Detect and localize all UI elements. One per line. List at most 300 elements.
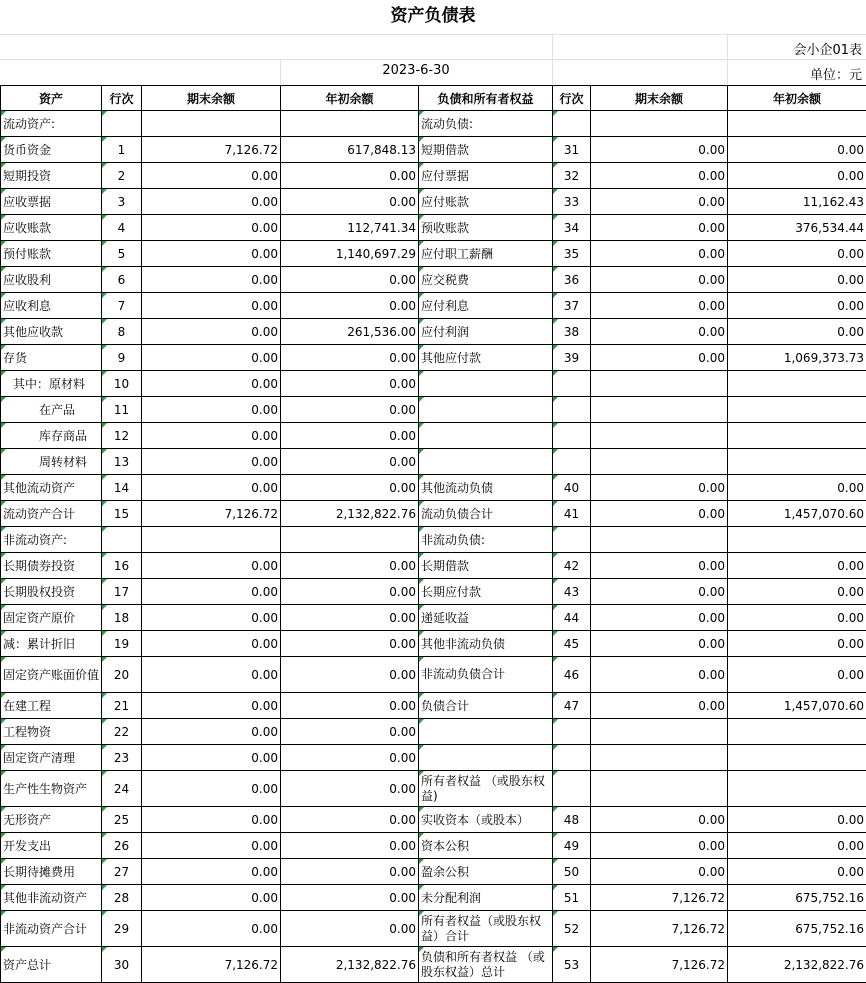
liability-begin-cell[interactable] bbox=[728, 111, 866, 137]
liability-end-cell[interactable]: 0.00 bbox=[591, 693, 728, 719]
liability-end-cell[interactable]: 0.00 bbox=[591, 267, 728, 293]
liability-name-cell[interactable]: 非流动负债合计 bbox=[419, 657, 553, 693]
liability-begin-cell[interactable]: 0.00 bbox=[728, 267, 866, 293]
table-row bbox=[1, 475, 866, 501]
liability-begin-cell[interactable]: 0.00 bbox=[728, 657, 866, 693]
asset-name-cell[interactable]: 开发支出 bbox=[1, 833, 102, 859]
liability-begin-cell[interactable] bbox=[728, 719, 866, 745]
asset-begin-cell[interactable]: 0.00 bbox=[281, 397, 419, 423]
asset-end-cell[interactable]: 0.00 bbox=[142, 449, 281, 475]
asset-line-cell[interactable]: 13 bbox=[102, 449, 142, 475]
table-row bbox=[1, 319, 866, 345]
meta-row-date bbox=[0, 59, 866, 86]
asset-end-cell[interactable]: 7,126.72 bbox=[142, 137, 281, 163]
asset-begin-cell[interactable]: 0.00 bbox=[281, 693, 419, 719]
asset-line-cell[interactable]: 12 bbox=[102, 423, 142, 449]
asset-name-cell[interactable]: 流动资产合计 bbox=[1, 501, 102, 527]
asset-name-cell[interactable]: 在产品 bbox=[1, 397, 102, 423]
asset-begin-cell[interactable]: 0.00 bbox=[281, 293, 419, 319]
asset-begin-cell[interactable]: 0.00 bbox=[281, 423, 419, 449]
asset-name-cell[interactable]: 应收账款 bbox=[1, 215, 102, 241]
liability-begin-cell[interactable]: 0.00 bbox=[728, 241, 866, 267]
liability-begin-cell[interactable]: 0.00 bbox=[728, 833, 866, 859]
table-row bbox=[1, 807, 866, 833]
asset-line-cell[interactable]: 28 bbox=[102, 885, 142, 911]
liability-line-cell[interactable]: 45 bbox=[553, 631, 591, 657]
liability-line-cell[interactable]: 37 bbox=[553, 293, 591, 319]
liability-line-cell[interactable]: 32 bbox=[553, 163, 591, 189]
liability-name-cell[interactable]: 负债合计 bbox=[419, 693, 553, 719]
liability-end-cell[interactable]: 0.00 bbox=[591, 553, 728, 579]
header-row bbox=[1, 86, 866, 111]
asset-line-cell[interactable]: 6 bbox=[102, 267, 142, 293]
asset-begin-cell[interactable]: 617,848.13 bbox=[281, 137, 419, 163]
liability-name-cell[interactable]: 应付票据 bbox=[419, 163, 553, 189]
asset-begin-cell[interactable]: 0.00 bbox=[281, 657, 419, 693]
asset-line-cell[interactable]: 23 bbox=[102, 745, 142, 771]
asset-line-cell[interactable]: 17 bbox=[102, 579, 142, 605]
liability-end-cell[interactable]: 0.00 bbox=[591, 215, 728, 241]
asset-name-cell[interactable]: 存货 bbox=[1, 345, 102, 371]
liability-end-cell[interactable]: 0.00 bbox=[591, 241, 728, 267]
liability-begin-cell[interactable]: 0.00 bbox=[728, 605, 866, 631]
asset-begin-cell[interactable]: 1,140,697.29 bbox=[281, 241, 419, 267]
table-row bbox=[1, 137, 866, 163]
liability-end-cell[interactable] bbox=[591, 423, 728, 449]
asset-end-cell[interactable] bbox=[142, 527, 281, 553]
asset-name-cell[interactable]: 长期债券投资 bbox=[1, 553, 102, 579]
asset-begin-cell[interactable]: 0.00 bbox=[281, 605, 419, 631]
asset-begin-cell[interactable]: 0.00 bbox=[281, 345, 419, 371]
asset-line-cell[interactable]: 29 bbox=[102, 911, 142, 947]
asset-begin-cell[interactable] bbox=[281, 111, 419, 137]
asset-name-cell[interactable]: 短期投资 bbox=[1, 163, 102, 189]
liability-end-cell[interactable] bbox=[591, 527, 728, 553]
asset-line-cell[interactable]: 26 bbox=[102, 833, 142, 859]
asset-line-cell[interactable]: 4 bbox=[102, 215, 142, 241]
liability-begin-cell[interactable] bbox=[728, 423, 866, 449]
liability-name-cell[interactable]: 递延收益 bbox=[419, 605, 553, 631]
liability-name-cell[interactable]: 应付职工薪酬 bbox=[419, 241, 553, 267]
table-row bbox=[1, 833, 866, 859]
asset-name-cell[interactable]: 长期待摊费用 bbox=[1, 859, 102, 885]
asset-end-cell[interactable]: 0.00 bbox=[142, 345, 281, 371]
asset-line-cell[interactable]: 10 bbox=[102, 371, 142, 397]
asset-end-cell[interactable]: 0.00 bbox=[142, 163, 281, 189]
asset-begin-cell[interactable]: 112,741.34 bbox=[281, 215, 419, 241]
header-asset-begin: 年初余额 bbox=[281, 86, 419, 111]
asset-name-cell[interactable]: 其他应收款 bbox=[1, 319, 102, 345]
liability-line-cell[interactable]: 53 bbox=[553, 947, 591, 983]
liability-end-cell[interactable] bbox=[591, 371, 728, 397]
table-row bbox=[1, 111, 866, 137]
liability-begin-cell[interactable]: 0.00 bbox=[728, 475, 866, 501]
asset-line-cell[interactable] bbox=[102, 527, 142, 553]
table-row bbox=[1, 215, 866, 241]
liability-end-cell[interactable]: 0.00 bbox=[591, 163, 728, 189]
asset-end-cell[interactable]: 0.00 bbox=[142, 657, 281, 693]
liability-line-cell[interactable] bbox=[553, 527, 591, 553]
liability-end-cell[interactable]: 0.00 bbox=[591, 859, 728, 885]
asset-name-cell[interactable]: 固定资产原价 bbox=[1, 605, 102, 631]
asset-line-cell[interactable]: 1 bbox=[102, 137, 142, 163]
asset-begin-cell[interactable]: 0.00 bbox=[281, 833, 419, 859]
asset-line-cell[interactable]: 25 bbox=[102, 807, 142, 833]
asset-line-cell[interactable]: 8 bbox=[102, 319, 142, 345]
asset-end-cell[interactable]: 0.00 bbox=[142, 371, 281, 397]
liability-end-cell[interactable] bbox=[591, 111, 728, 137]
liability-name-cell[interactable]: 其他流动负债 bbox=[419, 475, 553, 501]
liability-end-cell[interactable]: 0.00 bbox=[591, 293, 728, 319]
liability-end-cell[interactable]: 0.00 bbox=[591, 833, 728, 859]
table-row bbox=[1, 267, 866, 293]
asset-name-cell[interactable]: 非流动资产合计 bbox=[1, 911, 102, 947]
liability-begin-cell[interactable] bbox=[728, 397, 866, 423]
asset-begin-cell[interactable]: 0.00 bbox=[281, 189, 419, 215]
liability-begin-cell[interactable] bbox=[728, 371, 866, 397]
asset-begin-cell[interactable]: 0.00 bbox=[281, 807, 419, 833]
liability-name-cell[interactable]: 短期借款 bbox=[419, 137, 553, 163]
liability-line-cell[interactable]: 43 bbox=[553, 579, 591, 605]
liability-begin-cell[interactable]: 376,534.44 bbox=[728, 215, 866, 241]
asset-line-cell[interactable]: 16 bbox=[102, 553, 142, 579]
liability-end-cell[interactable] bbox=[591, 397, 728, 423]
liability-end-cell[interactable]: 0.00 bbox=[591, 475, 728, 501]
liability-line-cell[interactable] bbox=[553, 745, 591, 771]
liability-name-cell[interactable]: 所有者权益 （或股东权益) bbox=[419, 771, 553, 807]
meta-row-form bbox=[0, 34, 866, 60]
liability-name-cell[interactable]: 长期借款 bbox=[419, 553, 553, 579]
asset-begin-cell[interactable]: 0.00 bbox=[281, 449, 419, 475]
table-row bbox=[1, 719, 866, 745]
asset-end-cell[interactable]: 0.00 bbox=[142, 267, 281, 293]
liability-end-cell[interactable]: 0.00 bbox=[591, 501, 728, 527]
header-asset: 资产 bbox=[1, 86, 102, 111]
liability-line-cell[interactable]: 31 bbox=[553, 137, 591, 163]
asset-end-cell[interactable]: 0.00 bbox=[142, 771, 281, 807]
liability-begin-cell[interactable]: 675,752.16 bbox=[728, 911, 866, 947]
liability-end-cell[interactable]: 0.00 bbox=[591, 657, 728, 693]
liability-end-cell[interactable]: 0.00 bbox=[591, 189, 728, 215]
asset-begin-cell[interactable]: 0.00 bbox=[281, 579, 419, 605]
asset-line-cell[interactable]: 20 bbox=[102, 657, 142, 693]
asset-name-cell[interactable]: 生产性生物资产 bbox=[1, 771, 102, 807]
asset-line-cell[interactable]: 11 bbox=[102, 397, 142, 423]
liability-line-cell[interactable]: 38 bbox=[553, 319, 591, 345]
asset-end-cell[interactable]: 0.00 bbox=[142, 189, 281, 215]
table-row bbox=[1, 911, 866, 947]
liability-begin-cell[interactable]: 0.00 bbox=[728, 579, 866, 605]
asset-begin-cell[interactable]: 0.00 bbox=[281, 719, 419, 745]
table-row bbox=[1, 449, 866, 475]
liability-begin-cell[interactable] bbox=[728, 527, 866, 553]
table-row bbox=[1, 885, 866, 911]
asset-line-cell[interactable]: 18 bbox=[102, 605, 142, 631]
asset-name-cell[interactable]: 应收股利 bbox=[1, 267, 102, 293]
asset-line-cell[interactable]: 24 bbox=[102, 771, 142, 807]
header-asset-line: 行次 bbox=[102, 86, 142, 111]
liability-line-cell[interactable]: 51 bbox=[553, 885, 591, 911]
asset-name-cell[interactable]: 货币资金 bbox=[1, 137, 102, 163]
asset-begin-cell[interactable]: 0.00 bbox=[281, 885, 419, 911]
asset-name-cell[interactable]: 应收利息 bbox=[1, 293, 102, 319]
balance-table bbox=[0, 85, 866, 983]
asset-name-cell[interactable]: 其他流动资产 bbox=[1, 475, 102, 501]
liability-name-cell[interactable] bbox=[419, 745, 553, 771]
asset-end-cell[interactable]: 0.00 bbox=[142, 693, 281, 719]
liability-line-cell[interactable]: 34 bbox=[553, 215, 591, 241]
liability-name-cell[interactable] bbox=[419, 371, 553, 397]
asset-name-cell[interactable]: 预付账款 bbox=[1, 241, 102, 267]
liability-end-cell[interactable]: 0.00 bbox=[591, 605, 728, 631]
liability-end-cell[interactable]: 0.00 bbox=[591, 319, 728, 345]
asset-begin-cell[interactable]: 0.00 bbox=[281, 163, 419, 189]
liability-line-cell[interactable] bbox=[553, 423, 591, 449]
liability-end-cell[interactable]: 7,126.72 bbox=[591, 911, 728, 947]
table-row bbox=[1, 553, 866, 579]
liability-line-cell[interactable]: 40 bbox=[553, 475, 591, 501]
asset-line-cell[interactable]: 9 bbox=[102, 345, 142, 371]
liability-name-cell[interactable] bbox=[419, 719, 553, 745]
asset-end-cell[interactable]: 0.00 bbox=[142, 319, 281, 345]
asset-name-cell[interactable]: 在建工程 bbox=[1, 693, 102, 719]
asset-begin-cell[interactable]: 0.00 bbox=[281, 553, 419, 579]
liability-name-cell[interactable]: 负债和所有者权益 （或股东权益）总计 bbox=[419, 947, 553, 983]
asset-name-cell[interactable]: 工程物资 bbox=[1, 719, 102, 745]
unit-label: 单位：元 bbox=[810, 64, 862, 83]
asset-end-cell[interactable]: 0.00 bbox=[142, 423, 281, 449]
liability-begin-cell[interactable]: 1,457,070.60 bbox=[728, 693, 866, 719]
asset-begin-cell[interactable]: 261,536.00 bbox=[281, 319, 419, 345]
table-row bbox=[1, 631, 866, 657]
liability-end-cell[interactable] bbox=[591, 771, 728, 807]
liability-end-cell[interactable] bbox=[591, 745, 728, 771]
asset-begin-cell[interactable]: 0.00 bbox=[281, 371, 419, 397]
table-row bbox=[1, 579, 866, 605]
asset-end-cell[interactable]: 0.00 bbox=[142, 859, 281, 885]
table-row bbox=[1, 605, 866, 631]
asset-name-cell[interactable]: 应收票据 bbox=[1, 189, 102, 215]
liability-name-cell[interactable]: 应付账款 bbox=[419, 189, 553, 215]
liability-begin-cell[interactable]: 2,132,822.76 bbox=[728, 947, 866, 983]
liability-end-cell[interactable]: 0.00 bbox=[591, 807, 728, 833]
liability-name-cell[interactable]: 流动负债: bbox=[419, 111, 553, 137]
sheet-title: 资产负债表 bbox=[0, 0, 866, 34]
asset-line-cell[interactable]: 15 bbox=[102, 501, 142, 527]
asset-begin-cell[interactable]: 2,132,822.76 bbox=[281, 947, 419, 983]
table-row bbox=[1, 397, 866, 423]
liability-begin-cell[interactable] bbox=[728, 771, 866, 807]
liability-name-cell[interactable]: 未分配利润 bbox=[419, 885, 553, 911]
liability-begin-cell[interactable]: 0.00 bbox=[728, 807, 866, 833]
liability-begin-cell[interactable]: 1,069,373.73 bbox=[728, 345, 866, 371]
asset-end-cell[interactable]: 0.00 bbox=[142, 579, 281, 605]
asset-line-cell[interactable] bbox=[102, 111, 142, 137]
liability-name-cell[interactable]: 预收账款 bbox=[419, 215, 553, 241]
table-row bbox=[1, 771, 866, 807]
table-row bbox=[1, 859, 866, 885]
liability-end-cell[interactable] bbox=[591, 719, 728, 745]
liability-end-cell[interactable] bbox=[591, 449, 728, 475]
liability-line-cell[interactable]: 35 bbox=[553, 241, 591, 267]
asset-end-cell[interactable]: 0.00 bbox=[142, 745, 281, 771]
liability-line-cell[interactable] bbox=[553, 449, 591, 475]
table-row bbox=[1, 293, 866, 319]
liability-end-cell[interactable]: 0.00 bbox=[591, 579, 728, 605]
asset-end-cell[interactable]: 0.00 bbox=[142, 293, 281, 319]
asset-name-cell[interactable]: 其中：原材料 bbox=[1, 371, 102, 397]
liability-line-cell[interactable] bbox=[553, 111, 591, 137]
liability-line-cell[interactable]: 50 bbox=[553, 859, 591, 885]
liability-begin-cell[interactable]: 0.00 bbox=[728, 319, 866, 345]
table-row bbox=[1, 423, 866, 449]
liability-name-cell[interactable]: 实收资本（或股本） bbox=[419, 807, 553, 833]
liability-begin-cell[interactable] bbox=[728, 745, 866, 771]
liability-line-cell[interactable] bbox=[553, 771, 591, 807]
asset-end-cell[interactable]: 0.00 bbox=[142, 719, 281, 745]
table-row bbox=[1, 657, 866, 693]
liability-line-cell[interactable]: 42 bbox=[553, 553, 591, 579]
asset-end-cell[interactable]: 0.00 bbox=[142, 631, 281, 657]
asset-begin-cell[interactable]: 0.00 bbox=[281, 911, 419, 947]
asset-line-cell[interactable]: 27 bbox=[102, 859, 142, 885]
liability-end-cell[interactable]: 0.00 bbox=[591, 631, 728, 657]
asset-line-cell[interactable]: 21 bbox=[102, 693, 142, 719]
asset-line-cell[interactable]: 7 bbox=[102, 293, 142, 319]
asset-line-cell[interactable]: 19 bbox=[102, 631, 142, 657]
liability-end-cell[interactable]: 7,126.72 bbox=[591, 947, 728, 983]
asset-begin-cell[interactable]: 0.00 bbox=[281, 631, 419, 657]
liability-name-cell[interactable]: 其他应付款 bbox=[419, 345, 553, 371]
liability-end-cell[interactable]: 0.00 bbox=[591, 345, 728, 371]
asset-end-cell[interactable]: 7,126.72 bbox=[142, 501, 281, 527]
asset-name-cell[interactable]: 长期股权投资 bbox=[1, 579, 102, 605]
asset-end-cell[interactable]: 0.00 bbox=[142, 605, 281, 631]
liability-begin-cell[interactable]: 0.00 bbox=[728, 631, 866, 657]
asset-end-cell[interactable]: 0.00 bbox=[142, 833, 281, 859]
table-row bbox=[1, 745, 866, 771]
asset-end-cell[interactable] bbox=[142, 111, 281, 137]
liability-end-cell[interactable]: 7,126.72 bbox=[591, 885, 728, 911]
liability-begin-cell[interactable]: 0.00 bbox=[728, 137, 866, 163]
liability-begin-cell[interactable]: 0.00 bbox=[728, 859, 866, 885]
asset-end-cell[interactable]: 7,126.72 bbox=[142, 947, 281, 983]
asset-line-cell[interactable]: 14 bbox=[102, 475, 142, 501]
asset-end-cell[interactable]: 0.00 bbox=[142, 397, 281, 423]
asset-name-cell[interactable]: 库存商品 bbox=[1, 423, 102, 449]
liability-line-cell[interactable]: 52 bbox=[553, 911, 591, 947]
liability-name-cell[interactable]: 应交税费 bbox=[419, 267, 553, 293]
table-row bbox=[1, 947, 866, 983]
liability-name-cell[interactable] bbox=[419, 397, 553, 423]
liability-name-cell[interactable]: 长期应付款 bbox=[419, 579, 553, 605]
asset-line-cell[interactable]: 3 bbox=[102, 189, 142, 215]
asset-name-cell[interactable]: 减：累计折旧 bbox=[1, 631, 102, 657]
asset-begin-cell[interactable]: 0.00 bbox=[281, 267, 419, 293]
header-asset-end: 期末余额 bbox=[142, 86, 281, 111]
header-liability: 负债和所有者权益 bbox=[419, 86, 553, 111]
asset-end-cell[interactable]: 0.00 bbox=[142, 885, 281, 911]
liability-name-cell[interactable]: 应付利息 bbox=[419, 293, 553, 319]
header-liability-end: 期末余额 bbox=[591, 86, 728, 111]
table-row bbox=[1, 241, 866, 267]
asset-end-cell[interactable]: 0.00 bbox=[142, 215, 281, 241]
liability-begin-cell[interactable]: 675,752.16 bbox=[728, 885, 866, 911]
liability-line-cell[interactable]: 48 bbox=[553, 807, 591, 833]
asset-end-cell[interactable]: 0.00 bbox=[142, 553, 281, 579]
liability-name-cell[interactable]: 资本公积 bbox=[419, 833, 553, 859]
liability-name-cell[interactable]: 非流动负债: bbox=[419, 527, 553, 553]
liability-line-cell[interactable] bbox=[553, 719, 591, 745]
asset-name-cell[interactable]: 非流动资产: bbox=[1, 527, 102, 553]
asset-line-cell[interactable]: 22 bbox=[102, 719, 142, 745]
liability-line-cell[interactable] bbox=[553, 371, 591, 397]
liability-line-cell[interactable]: 33 bbox=[553, 189, 591, 215]
liability-name-cell[interactable]: 应付利润 bbox=[419, 319, 553, 345]
liability-line-cell[interactable]: 49 bbox=[553, 833, 591, 859]
liability-line-cell[interactable]: 47 bbox=[553, 693, 591, 719]
asset-line-cell[interactable]: 30 bbox=[102, 947, 142, 983]
asset-line-cell[interactable]: 2 bbox=[102, 163, 142, 189]
asset-begin-cell[interactable]: 0.00 bbox=[281, 745, 419, 771]
form-code: 会小企01表 bbox=[793, 39, 862, 58]
liability-begin-cell[interactable] bbox=[728, 449, 866, 475]
asset-end-cell[interactable]: 0.00 bbox=[142, 807, 281, 833]
asset-end-cell[interactable]: 0.00 bbox=[142, 241, 281, 267]
table-row bbox=[1, 345, 866, 371]
asset-name-cell[interactable]: 固定资产清理 bbox=[1, 745, 102, 771]
table-row bbox=[1, 163, 866, 189]
report-date: 2023-6-30 bbox=[280, 63, 552, 78]
asset-name-cell[interactable]: 无形资产 bbox=[1, 807, 102, 833]
asset-end-cell[interactable]: 0.00 bbox=[142, 911, 281, 947]
liability-name-cell[interactable] bbox=[419, 449, 553, 475]
liability-name-cell[interactable]: 所有者权益（或股东权益）合计 bbox=[419, 911, 553, 947]
asset-name-cell[interactable]: 资产总计 bbox=[1, 947, 102, 983]
asset-begin-cell[interactable]: 0.00 bbox=[281, 771, 419, 807]
asset-name-cell[interactable]: 其他非流动资产 bbox=[1, 885, 102, 911]
liability-line-cell[interactable]: 36 bbox=[553, 267, 591, 293]
asset-begin-cell[interactable] bbox=[281, 527, 419, 553]
liability-begin-cell[interactable]: 1,457,070.60 bbox=[728, 501, 866, 527]
liability-line-cell[interactable]: 41 bbox=[553, 501, 591, 527]
liability-line-cell[interactable]: 46 bbox=[553, 657, 591, 693]
liability-name-cell[interactable]: 盈余公积 bbox=[419, 859, 553, 885]
asset-name-cell[interactable]: 流动资产: bbox=[1, 111, 102, 137]
asset-end-cell[interactable]: 0.00 bbox=[142, 475, 281, 501]
liability-line-cell[interactable]: 39 bbox=[553, 345, 591, 371]
liability-line-cell[interactable]: 44 bbox=[553, 605, 591, 631]
table-row bbox=[1, 189, 866, 215]
asset-begin-cell[interactable]: 0.00 bbox=[281, 475, 419, 501]
asset-begin-cell[interactable]: 2,132,822.76 bbox=[281, 501, 419, 527]
asset-name-cell[interactable]: 周转材料 bbox=[1, 449, 102, 475]
liability-begin-cell[interactable]: 0.00 bbox=[728, 553, 866, 579]
liability-line-cell[interactable] bbox=[553, 397, 591, 423]
liability-name-cell[interactable] bbox=[419, 423, 553, 449]
liability-end-cell[interactable]: 0.00 bbox=[591, 137, 728, 163]
asset-line-cell[interactable]: 5 bbox=[102, 241, 142, 267]
liability-begin-cell[interactable]: 11,162.43 bbox=[728, 189, 866, 215]
liability-begin-cell[interactable]: 0.00 bbox=[728, 163, 866, 189]
table-row bbox=[1, 501, 866, 527]
liability-begin-cell[interactable]: 0.00 bbox=[728, 293, 866, 319]
liability-name-cell[interactable]: 其他非流动负债 bbox=[419, 631, 553, 657]
asset-name-cell[interactable]: 固定资产账面价值 bbox=[1, 657, 102, 693]
liability-name-cell[interactable]: 流动负债合计 bbox=[419, 501, 553, 527]
asset-begin-cell[interactable]: 0.00 bbox=[281, 859, 419, 885]
header-liability-begin: 年初余额 bbox=[728, 86, 866, 111]
